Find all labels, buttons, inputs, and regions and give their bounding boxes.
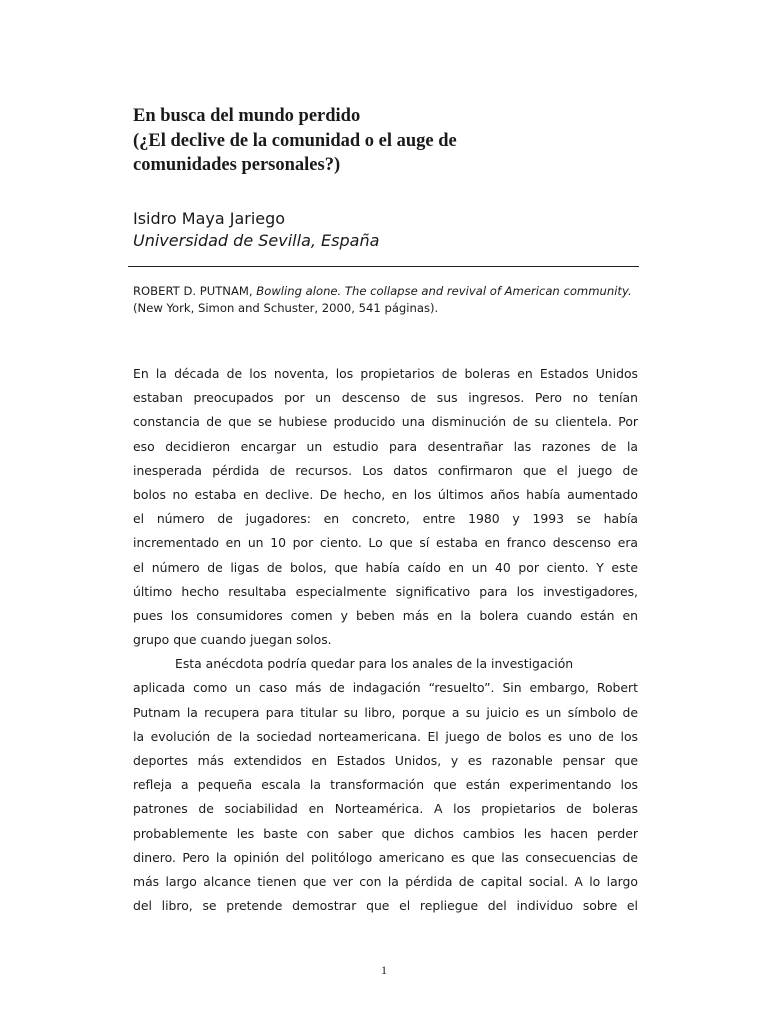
body-line: último hecho resultaba especialmente significativo para los investigadores, (133, 583, 638, 599)
body-line: estaban preocupados por un descenso de sus ingresos. Pero no tenían (133, 390, 638, 406)
page-number: 1 (381, 963, 387, 977)
body-line: más largo alcance tienen que ver con la pérdida de capital social. A lo largo (133, 873, 638, 889)
title-line-3: comunidades personales?) (133, 155, 341, 175)
body-line: eso decidieron encargar un estudio para desentrañar las razones de la (133, 438, 638, 454)
body-line: inesperada pérdida de recursos. Los datos confirmaron que el juego de (133, 462, 638, 478)
author-block (133, 208, 653, 252)
title-line-2: (¿El declive de la comunidad o el auge de (133, 130, 457, 151)
document-title (133, 104, 653, 178)
body-line: pues los consumidores comen y beben más en la bolera cuando están en (133, 607, 638, 623)
body-line: patrones de sociabilidad en Norteamérica. A los propietarios de boleras (133, 801, 638, 817)
body-line: probablemente les baste con saber que dichos cambios les hacen perder (133, 825, 638, 841)
citation-author: ROBERT D. PUTNAM, (133, 284, 257, 298)
body-line: En la década de los noventa, los propietarios de boleras en Estados Unidos (133, 366, 638, 381)
body-line: Putnam la recupera para titular su libro, porque a su juicio es un símbolo de (133, 704, 638, 720)
body-line: el número de jugadores: en concreto, entre 1980 y 1993 se había (133, 511, 638, 527)
title-line-1: En busca del mundo perdido (133, 106, 361, 126)
body-line: la evolución de la sociedad norteamericana. El juego de bolos es uno de los (133, 728, 638, 744)
body-line: del libro, se pretende demostrar que el repliegue del individuo sobre el (133, 898, 638, 914)
body-line: bolos no estaba en declive. De hecho, en los últimos años había aumentado (133, 486, 638, 502)
body-line: aplicada como un caso más de indagación “resuelto”. Sin embargo, Robert (133, 680, 638, 696)
body-line: deportes más extendidos en Estados Unidos, y es razonable pensar que (133, 753, 638, 768)
body-line: el número de ligas de bolos, que había caído en un 40 por ciento. Y este (133, 559, 638, 575)
body-line: grupo que cuando juegan solos. (133, 632, 332, 648)
body-text (133, 362, 638, 918)
body-line: incrementado en un 10 por ciento. Lo que sí estaba en franco descenso era (133, 535, 638, 551)
author-name: Isidro Maya Jariego (133, 209, 286, 228)
body-line: refleja a pequeña escala la transformación que están experimentando los (133, 777, 638, 793)
citation-book-title: Bowling alone. The collapse and revival of American community. (256, 284, 632, 298)
body-line: constancia de que se hubiese producido una disminución de su clientela. Por (133, 414, 638, 430)
citation-publication: (New York, Simon and Schuster, 2000, 541 páginas). (133, 301, 439, 315)
divider-rule (128, 266, 639, 267)
author-affiliation: Universidad de Sevilla, España (133, 231, 380, 250)
book-citation (133, 283, 638, 317)
body-line: dinero. Pero la opinión del politólogo americano es que las consecuencias de (133, 849, 638, 865)
body-line: Esta anécdota podría quedar para los anales de la investigación (175, 656, 574, 672)
